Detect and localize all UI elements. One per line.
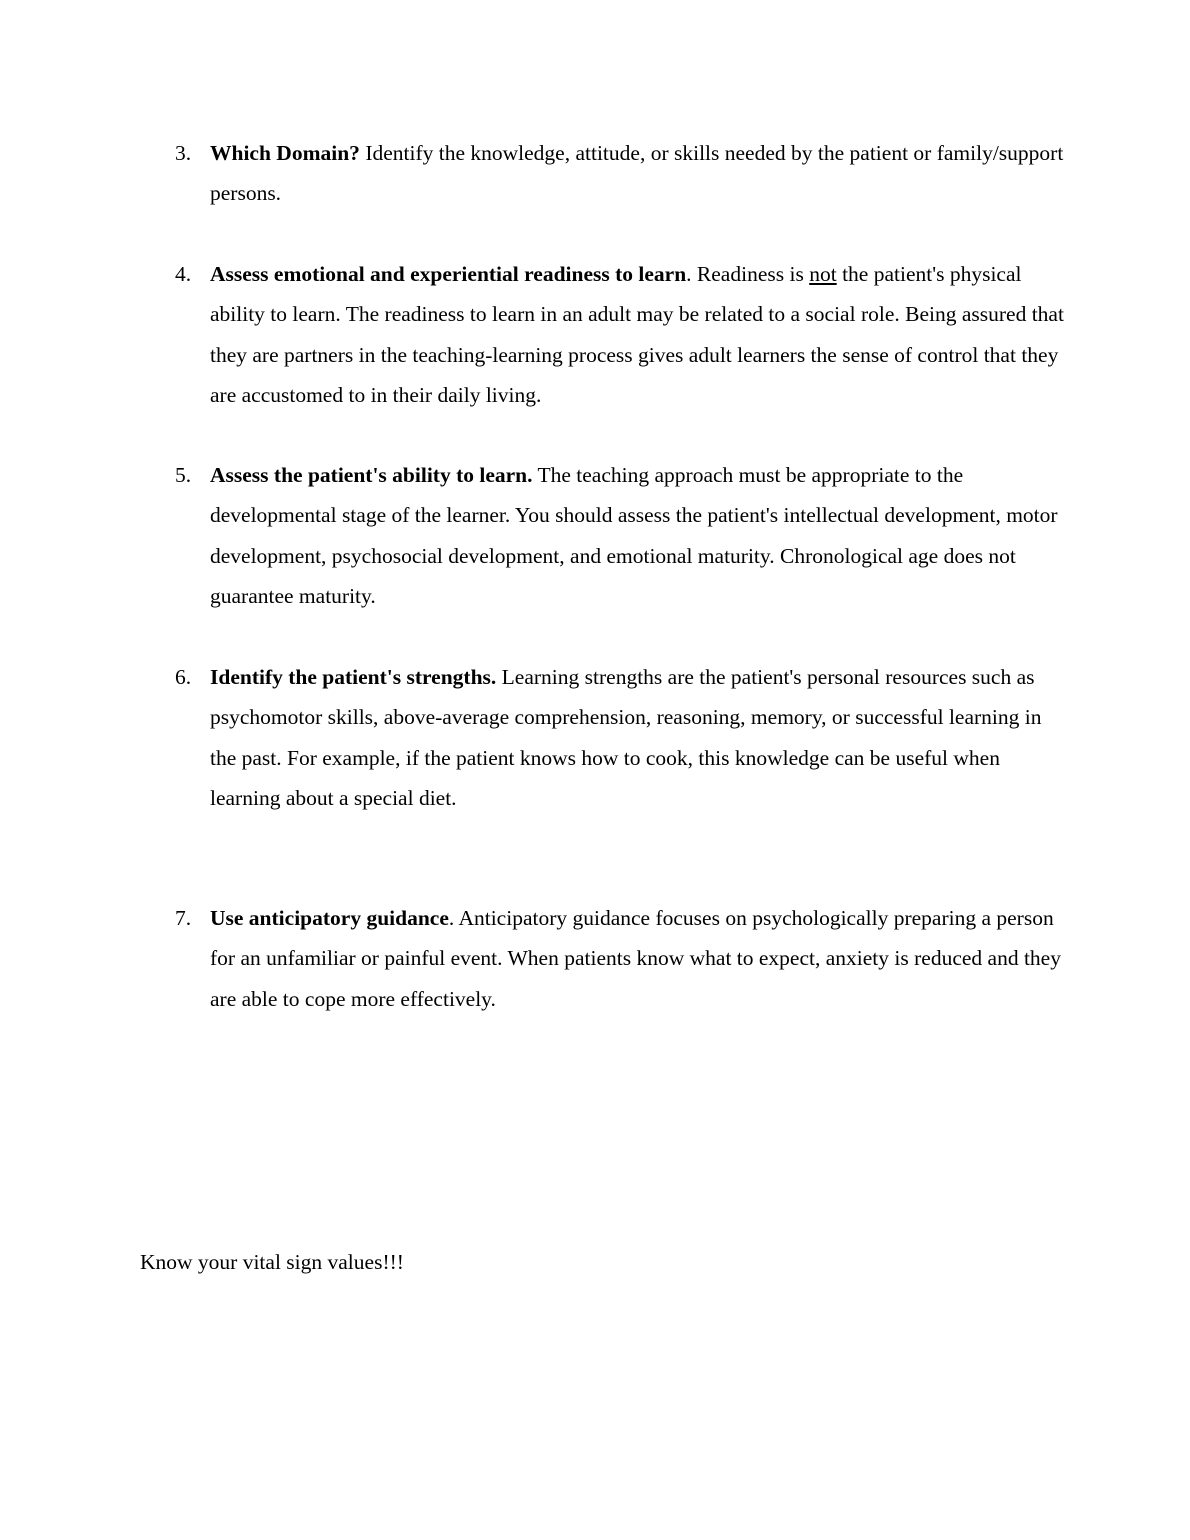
item-heading: Which Domain? [210,141,360,165]
footer-note: Know your vital sign values!!! [140,1250,404,1274]
item-number: 4. [175,262,192,286]
item-text [210,455,1070,616]
item-body: . Anticipatory guidance focuses on psychologically preparing a person for an unfamiliar or painful event. When patients know what to expect, anxiety is reduced and they are able to cope more effectively. [210,906,1061,1011]
item-text [210,657,1070,818]
item-number: 6. [175,665,192,689]
item-number: 7. [175,906,192,930]
item-heading: Use anticipatory guidance [210,906,449,930]
item-underlined-word: not [809,262,837,286]
item-number: 3. [175,141,192,165]
item-body: Identify the knowledge, attitude, or skills needed by the patient or family/support persons. [210,141,1064,206]
item-text [210,133,1070,214]
item-body: The teaching approach must be appropriate to the developmental stage of the learner. You should assess the patient's intellectual development, motor development, psychosocial development, and emotional maturity. Chronological age does not guarantee maturity. [210,463,1058,608]
item-heading: Identify the patient's strengths. [210,665,497,689]
item-body-after: the patient's physical ability to learn. The readiness to learn in an adult may be related to a social role. Being assured that they are partners in the teaching-learning process gives adult learners the sense of control that they are accustomed to in their daily living. [210,262,1064,407]
item-body-before: . Readiness is [686,262,810,286]
item-heading: Assess the patient's ability to learn. [210,463,533,487]
item-body: Learning strengths are the patient's personal resources such as psychomotor skills, above-average comprehension, reasoning, memory, or successful learning in the past. For example, if the patient knows how to cook, this knowledge can be useful when learning about a special diet. [210,665,1042,810]
item-text [210,254,1070,415]
item-heading: Assess emotional and experiential readiness to learn [210,262,687,286]
item-number: 5. [175,463,192,487]
item-text [210,898,1070,1019]
